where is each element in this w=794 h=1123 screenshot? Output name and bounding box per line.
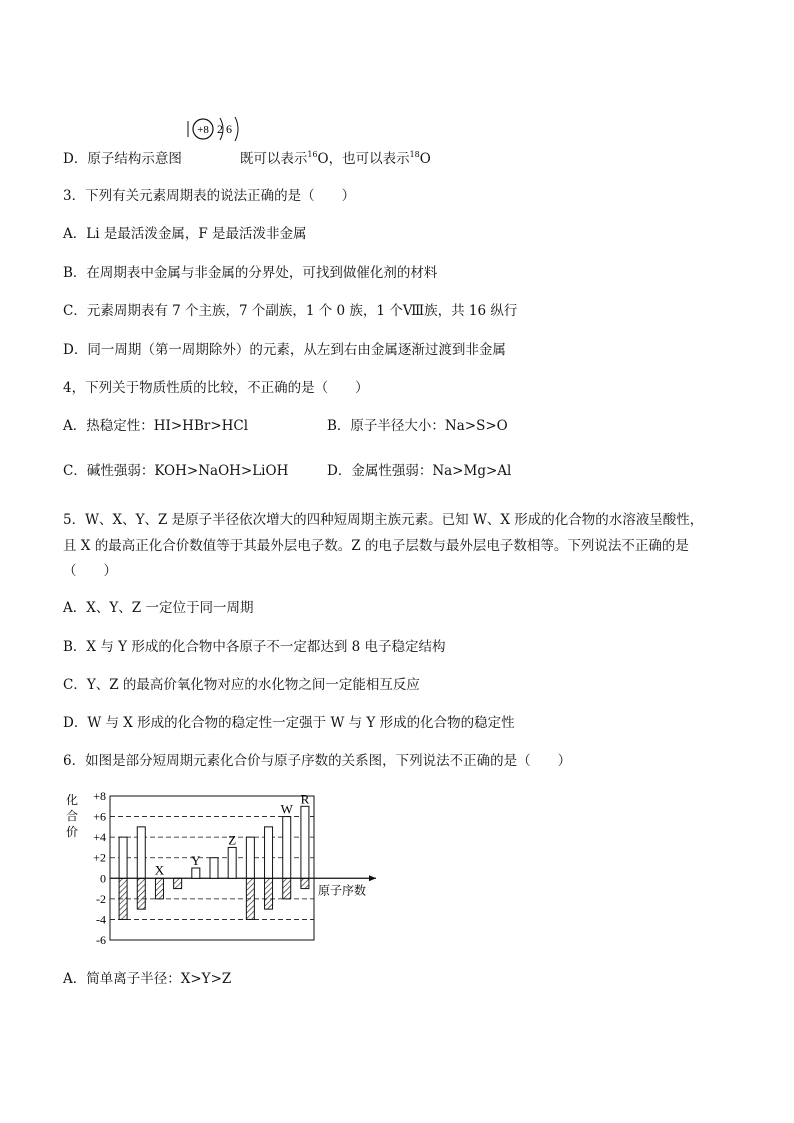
bar-label: Z bbox=[228, 832, 237, 848]
bar-positive bbox=[283, 817, 291, 879]
q5-stem-line3: （ ） bbox=[63, 563, 117, 579]
y-axis-label-2: 合 bbox=[65, 809, 79, 823]
bar-negative bbox=[246, 878, 254, 919]
q3-stem: 3．下列有关元素周期表的说法正确的是（ ） bbox=[63, 188, 356, 204]
q5-option-b: B．X 与 Y 形成的化合物中各原子不一定都达到 8 电子稳定结构 bbox=[63, 639, 446, 655]
bar-positive bbox=[301, 806, 309, 878]
q5-option-d: D．W 与 X 形成的化合物的稳定性一定强于 W 与 Y 形成的化合物的稳定性 bbox=[63, 715, 515, 731]
atom-structure-diagram bbox=[186, 117, 246, 141]
atom-nucleus-charge: +8 bbox=[197, 124, 209, 136]
atom-shell-electrons: 2 6 bbox=[217, 122, 232, 136]
q5-option-c: C．Y、Z 的最高价氧化物对应的水化物之间一定能相互反应 bbox=[63, 677, 420, 693]
bar-positive bbox=[228, 847, 236, 878]
q3-option-b: B．在周期表中金属与非金属的分界处，可找到做催化剂的材料 bbox=[63, 265, 438, 281]
q4-stem: 4，下列关于物质性质的比较，不正确的是（ ） bbox=[63, 380, 369, 396]
q3-option-a: A．Li 是最活泼金属，F 是最活泼非金属 bbox=[63, 226, 307, 242]
y-tick-label: -2 bbox=[96, 891, 106, 906]
bar-negative bbox=[174, 878, 182, 888]
y-tick-label: -6 bbox=[96, 933, 106, 947]
x-axis-arrow bbox=[369, 875, 376, 881]
y-axis-label-3: 价 bbox=[65, 825, 79, 839]
y-axis-label-1: 化 bbox=[65, 793, 79, 807]
bar-positive bbox=[210, 858, 218, 879]
y-tick-label: +8 bbox=[93, 789, 106, 803]
q6-stem: 6．如图是部分短周期元素化合价与原子序数的关系图，下列说法不正确的是（ ） bbox=[63, 753, 572, 769]
y-tick-label: -4 bbox=[96, 912, 106, 927]
bar-negative bbox=[155, 878, 163, 899]
bar-label: Y bbox=[191, 853, 201, 868]
q6-option-a: A．简单离子半径：X>Y>Z bbox=[63, 971, 232, 987]
q4-option-c: C．碱性强弱：KOH>NaOH>LiOH bbox=[63, 463, 289, 479]
y-tick-label: +4 bbox=[93, 830, 106, 845]
q4-option-d: D．金属性强弱：Na>Mg>Al bbox=[327, 463, 512, 479]
bar-positive bbox=[192, 868, 200, 878]
q2-option-d: D．原子结构示意图 既可以表示$^{16}$O，也可以表示$^{18}$O bbox=[63, 150, 431, 167]
q5-option-a: A．X、Y、Z 一定位于同一周期 bbox=[63, 600, 254, 616]
q5-stem-line2: 且 X 的最高正化合价数值等于其最外层电子数。Z 的电子层数与最外层电子数相等。下列说法不正确的是 bbox=[63, 538, 689, 554]
bar-label: R bbox=[300, 791, 310, 807]
y-tick-label: +2 bbox=[93, 850, 106, 865]
bar-positive bbox=[119, 837, 127, 878]
q4-option-a: A．热稳定性：HI>HBr>HCl bbox=[63, 418, 249, 434]
bar-negative bbox=[265, 878, 273, 909]
bar-positive bbox=[246, 837, 254, 878]
bar-negative bbox=[283, 878, 291, 899]
q4-option-b: B．原子半径大小：Na>S>O bbox=[327, 418, 508, 434]
x-axis-label: 原子序数 bbox=[318, 883, 367, 898]
valence-chart bbox=[62, 786, 392, 956]
bar-negative bbox=[137, 878, 145, 909]
bar-positive bbox=[265, 827, 273, 878]
q3-option-d: D．同一周期（第一周期除外）的元素，从左到右由金属逐渐过渡到非金属 bbox=[63, 342, 506, 358]
bar-negative bbox=[119, 878, 127, 919]
bar-label: W bbox=[280, 801, 293, 817]
q3-option-c: C．元素周期表有 7 个主族，7 个副族，1 个 0 族，1 个Ⅷ族，共 16 纵行 bbox=[63, 303, 518, 319]
valence-chart-svg bbox=[62, 786, 392, 956]
bar-label: X bbox=[154, 862, 165, 878]
y-tick-label: +6 bbox=[93, 809, 106, 824]
bar-negative bbox=[301, 878, 309, 888]
q5-stem-line1: 5．W、X、Y、Z 是原子半径依次增大的四种短周期主族元素。已知 W、X 形成的化合物的水溶液呈酸性， bbox=[63, 512, 704, 528]
y-tick-label: 0 bbox=[100, 871, 106, 886]
bar-positive bbox=[137, 827, 145, 878]
